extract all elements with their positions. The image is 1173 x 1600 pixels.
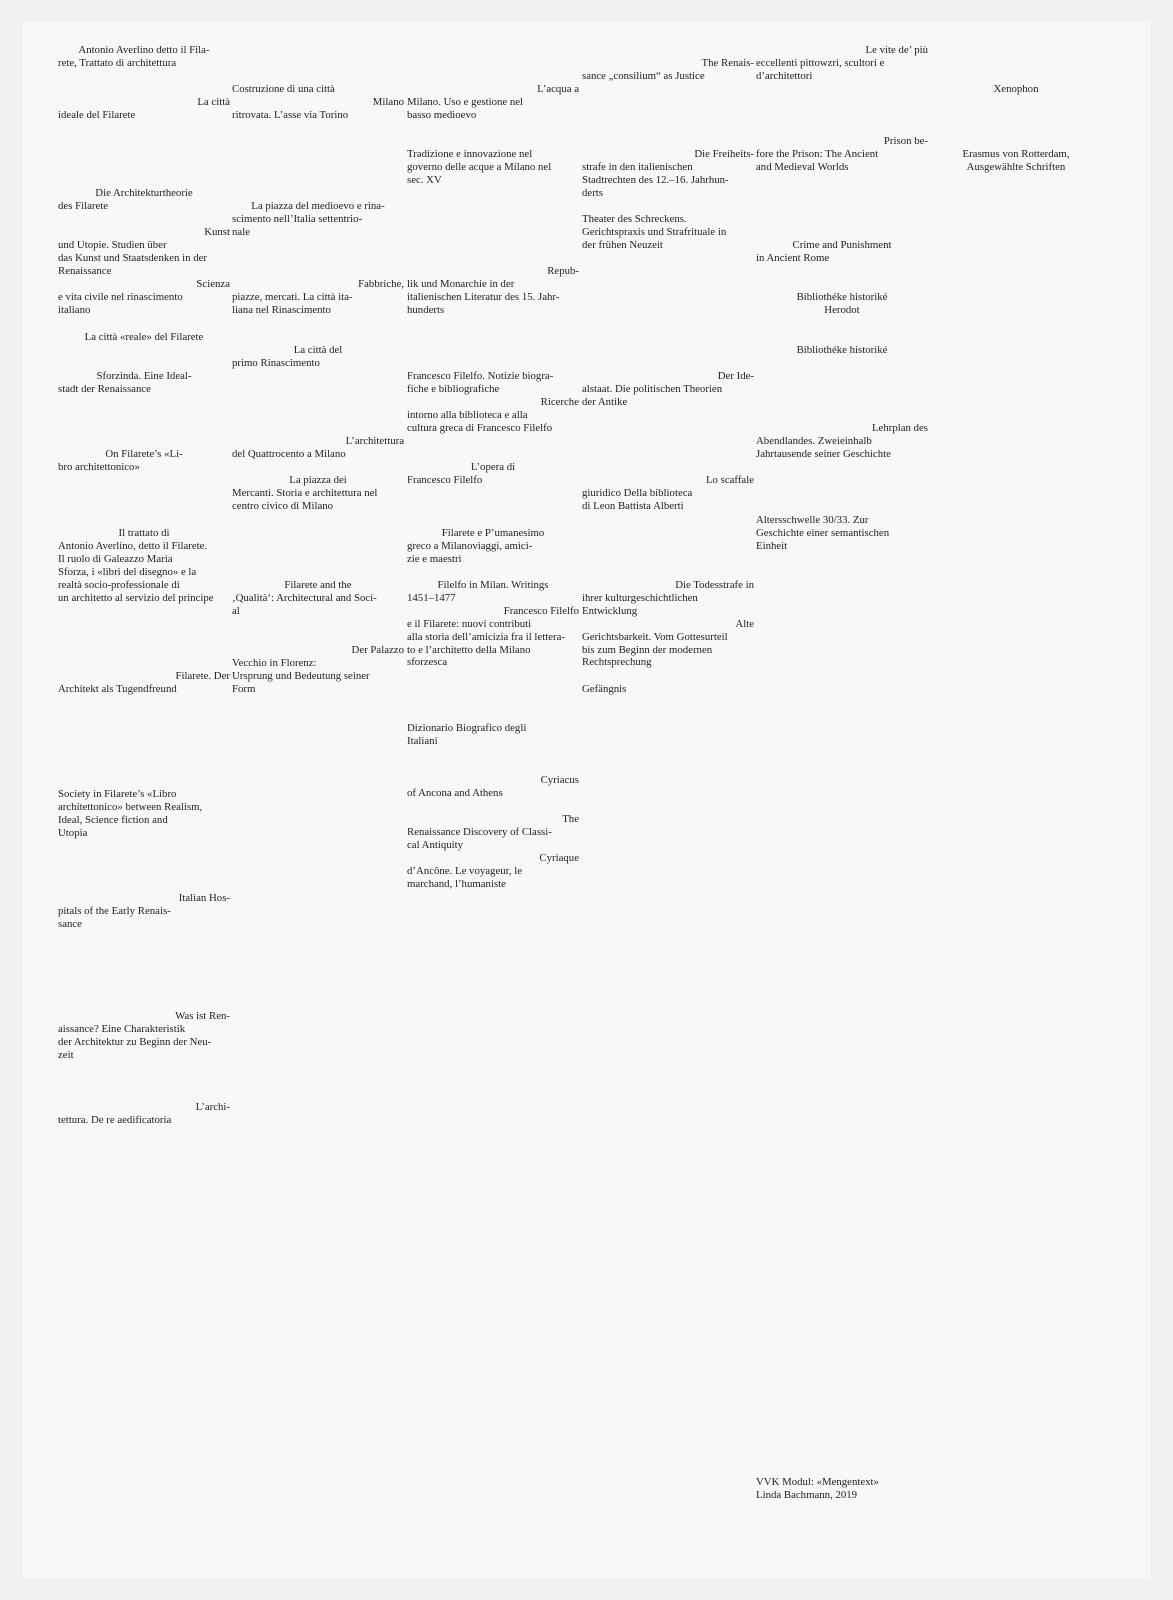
bibliography-entry [232,579,404,618]
entry-line: italiano [58,303,91,316]
entry-line: Milano. Uso e gestione nel [407,95,524,108]
bibliography-entry [407,774,579,800]
bibliography-entry [407,461,579,487]
entry-line: to e l’architetto della Milano [407,643,531,656]
entry-line: La città del [293,344,343,356]
entry-line: Antonio Averlino detto il Fila- [78,44,210,56]
entry-line: pitals of the Early Renais- [58,904,171,917]
bibliography-entry [582,148,754,200]
entry-line: Mercanti. Storia e architettura nel [232,486,378,499]
entry-line: alla storia dell’amicizia fra il lettera- [407,630,565,643]
bibliography-entry [58,331,230,344]
entry-line: Erasmus von Rotterdam, [962,148,1070,160]
entry-line: in Ancient Rome [756,251,830,264]
bibliography-entry [58,527,230,604]
entry-line: Die Freiheits- [694,148,754,160]
entry-line: rete, Trattato di architettura [58,56,177,69]
entry-line: Abendlandes. Zweieinhalb [756,434,872,447]
bibliography-entry [407,83,579,122]
entry-line: Geschichte einer semantischen [756,526,890,539]
bibliography-entry [756,291,928,317]
bibliography-entry [232,278,404,317]
entry-line: Kunst [204,226,230,238]
entry-line: cultura greca di Francesco Filelfo [407,421,553,434]
entry-line: Il trattato di [118,527,170,539]
bibliography-entry [407,722,579,748]
entry-line: bis zum Beginn der modernen [582,643,713,656]
bibliography-entry [232,435,404,461]
entry-line: Crime and Punishment [792,239,892,251]
entry-line: La piazza del medioevo e rina- [251,200,385,212]
entry-line: La città «reale» del Filarete [84,331,204,343]
entry-line: Form [232,682,256,695]
bibliography-entry [928,148,1104,174]
bibliography-entry [582,683,754,696]
bibliography-entry [582,213,754,252]
entry-line: giuridico Della biblioteca [582,486,693,499]
entry-line: d’architettori [756,69,813,82]
entry-line: Francesco Filelfo [503,604,579,617]
entry-line: Ausgewählte Schriften [966,160,1066,173]
entry-line: der Antike [582,395,628,408]
entry-line: Stadtrechten des 12.–16. Jahrhun- [582,173,729,186]
bibliography-entry [407,813,579,852]
entry-line: Il ruolo di Galeazzo Maria [58,552,173,565]
entry-line: and Medieval Worlds [756,160,849,173]
entry-line: Ricerche [540,395,579,408]
entry-line: italienischen Literatur des 15. Jahr- [407,290,560,303]
entry-line: d’Ancône. Le voyageur, le [407,864,522,877]
entry-line: realtà socio-professionale di [58,578,180,591]
entry-line: Filarete. Der [175,670,230,682]
bibliography-entry [407,852,579,891]
entry-line: ideale del Filarete [58,108,136,121]
bibliography-entry [582,579,754,669]
entry-line: Sforza, i «libri del disegno» e la [58,565,197,578]
entry-line: strafe in den italienischen [582,160,693,173]
entry-line: Ideal, Science fiction and [58,813,168,826]
bibliography-entry [232,344,404,370]
entry-line: Renaissance [58,264,112,277]
entry-line: Architekt als Tugendfreund [58,682,177,695]
entry-line: governo delle acque a Milano nel [407,160,552,173]
entry-line: alstaat. Die politischen Theorien [582,382,723,395]
entry-line: L’architettura [345,435,404,447]
bibliography-entry [232,83,404,122]
bibliography-entry [58,370,230,396]
bibliography-entry [58,44,230,70]
bibliography-entry [928,83,1104,96]
bibliography-entry [756,514,928,553]
bibliography-entry [58,670,230,696]
entry-line: zeit [58,1048,74,1061]
entry-line: marchand, l’humaniste [407,877,506,890]
entry-line: Le vite de’ più [865,44,928,56]
entry-line: del Quattrocento a Milano [232,447,346,460]
entry-line: sec. XV [407,173,442,186]
entry-line: Jahrtausende seiner Geschichte [756,447,891,460]
entry-line: hunderts [407,303,445,316]
entry-line: Entwicklung [582,604,638,617]
entry-line: Die Architekturtheorie [95,187,193,199]
colophon [756,1476,879,1502]
entry-line: bro architettonico» [58,460,140,473]
bibliography-entry [58,278,230,317]
entry-line: Bibliothéke historiké [796,344,888,356]
bibliography-entry [232,474,404,513]
entry-line: Lo scaffale [705,474,754,486]
entry-line: Filarete and the [284,579,352,591]
bibliography-entry [58,788,230,840]
entry-line: fore the Prison: The Ancient [756,147,879,160]
bibliography-entry [232,644,404,696]
entry-line: di Leon Battista Alberti [582,499,684,512]
bibliography-entry [756,344,928,357]
entry-line: al [232,604,240,617]
bibliography-entry [407,579,579,669]
entry-line: Prison be- [883,135,928,147]
entry-line: Ursprung und Bedeutung seiner [232,669,370,682]
entry-line: der frühen Neuzeit [582,238,663,251]
entry-line: Sforzinda. Eine Ideal- [96,370,192,382]
bibliography-entry [756,422,928,461]
bibliography-entry [58,1101,230,1127]
entry-line: Gerichtsbarkeit. Vom Gottesurteil [582,630,728,643]
entry-line: ‚Qualità‘: Architectural and Soci- [232,591,377,604]
entry-line: The Renais- [701,57,754,69]
bibliography-entry [407,265,579,317]
entry-line: basso medioevo [407,108,477,121]
entry-line: Italian Hos- [178,892,230,904]
entry-line: cal Antiquity [407,838,464,851]
entry-line: of Ancona and Athens [407,786,503,799]
entry-line: fiche e bibliografiche [407,382,500,395]
entry-line: Gefängnis [582,683,627,695]
entry-line: Francesco Filelfo. Notizie biogra- [407,370,554,382]
entry-line: piazze, mercati. La città ita- [232,290,353,303]
entry-line: Italiani [407,734,438,747]
bibliography-entry [407,148,579,187]
entry-line: L’archi- [195,1101,230,1113]
entry-line: Der Palazzo [351,644,404,656]
entry-line: Repub- [547,265,579,277]
entry-line: ihrer kulturgeschichtlichen [582,591,698,604]
entry-line: Renaissance Discovery of Classi- [407,825,552,838]
entry-line: La città [197,96,230,108]
entry-line: L’opera di [470,461,516,473]
entry-line: Utopia [58,826,88,839]
entry-line: lik und Monarchie in der [407,277,515,290]
entry-line: Filarete e P’umanesimo [441,527,545,539]
entry-line: Altersschwelle 30/33. Zur [756,514,869,526]
bibliography-entry [232,200,404,239]
bibliography-entry [58,96,230,122]
bibliography-entry [58,448,230,474]
entry-line: The [562,813,579,825]
entry-line: primo Rinascimento [232,356,320,369]
entry-line: Lehrplan des [871,422,928,434]
entry-line: tettura. De re aedificatoria [58,1113,172,1126]
bibliography-entry [58,1010,230,1062]
bibliography-entry [756,239,928,265]
entry-line: der Architektur zu Beginn der Neu- [58,1035,212,1048]
entry-line: liana nel Rinascimento [232,303,331,316]
entry-line: Bibliothéke historiké [796,291,888,303]
entry-line: intorno alla biblioteca e alla [407,408,528,421]
entry-line: Gerichtspraxis und Strafrituale in [582,225,727,238]
entry-line: 1451–1477 [407,591,456,604]
entry-line: eccellenti pittowzri, scultori e [756,56,885,69]
entry-line: ritrovata. L’asse via Torino [232,108,349,121]
bibliography-entry [58,187,230,213]
entry-line: Cyriaque [539,852,579,864]
entry-line: La piazza dei [289,474,347,486]
bibliography-entry [582,57,754,83]
entry-line: sance [58,917,82,930]
bibliography-entry [582,370,754,409]
entry-line: un architetto al servizio del principe [58,591,214,604]
entry-line: e vita civile nel rinascimento [58,290,183,303]
entry-line: Was ist Ren- [175,1010,230,1022]
bibliography-entry [756,44,928,83]
entry-line: Fabbriche, [358,278,404,290]
entry-line: architettonico» between Realism, [58,800,203,813]
entry-line: aissance? Eine Charakteristik [58,1022,186,1035]
entry-line: greco a Milanoviaggi, amici- [407,539,533,552]
bibliography-entry [58,892,230,931]
entry-line: e il Filarete: nuovi contributi [407,617,532,630]
entry-line: Rechtsprechung [582,656,652,669]
entry-line: Vecchio in Florenz: [232,656,317,669]
entry-line: Alte [735,617,754,630]
entry-line: sforzesca [407,656,448,669]
bibliography-entry [407,370,579,435]
bibliography-entry [756,135,928,174]
entry-line: L’acqua a [537,83,579,95]
entry-line: Francesco Filelfo [407,473,483,486]
entry-line: derts [582,186,603,199]
entry-line: zie e maestri [407,552,462,565]
entry-line: Milano [372,95,404,108]
colophon-module: VVK Modul: «Mengentext» [756,1476,879,1488]
entry-line: Filelfo in Milan. Writings [437,579,549,591]
entry-line: und Utopie. Studien über [58,238,167,251]
entry-line: stadt der Renaissance [58,382,151,395]
entry-line: Xenophon [993,83,1039,95]
entry-line: nale [232,225,250,238]
bibliography-entry [582,474,754,513]
entry-line: des Filarete [58,199,109,212]
entry-line: Cyriacus [540,774,579,786]
entry-line: das Kunst und Staatsdenken in der [58,251,208,264]
entry-line: Dizionario Biografico degli [407,722,527,734]
entry-line: scimento nell’Italia settentrio- [232,212,363,225]
entry-line: Die Todesstrafe in [675,579,754,591]
entry-line: Costruzione di una città [232,83,335,95]
entry-line: sance „consilium“ as Justice [582,69,705,82]
entry-line: Theater des Schreckens. [582,213,687,225]
entry-line: Scienza [196,278,230,290]
paper-sheet [22,22,1150,1578]
entry-line: Herodot [824,303,860,316]
entry-line: centro civico di Milano [232,499,334,512]
entry-line: Antonio Averlino, detto il Filarete. [58,539,208,552]
entry-line: Tradizione e innovazione nel [407,148,533,160]
entry-line: Der Ide- [717,370,754,382]
entry-line: On Filarete’s «Li- [105,448,183,460]
entry-line: Einheit [756,539,788,552]
bibliography-entry [407,527,579,566]
entry-line: Society in Filarete’s «Libro [58,788,177,800]
bibliography-entry [58,226,230,278]
colophon-author: Linda Bachmann, 2019 [756,1489,858,1501]
